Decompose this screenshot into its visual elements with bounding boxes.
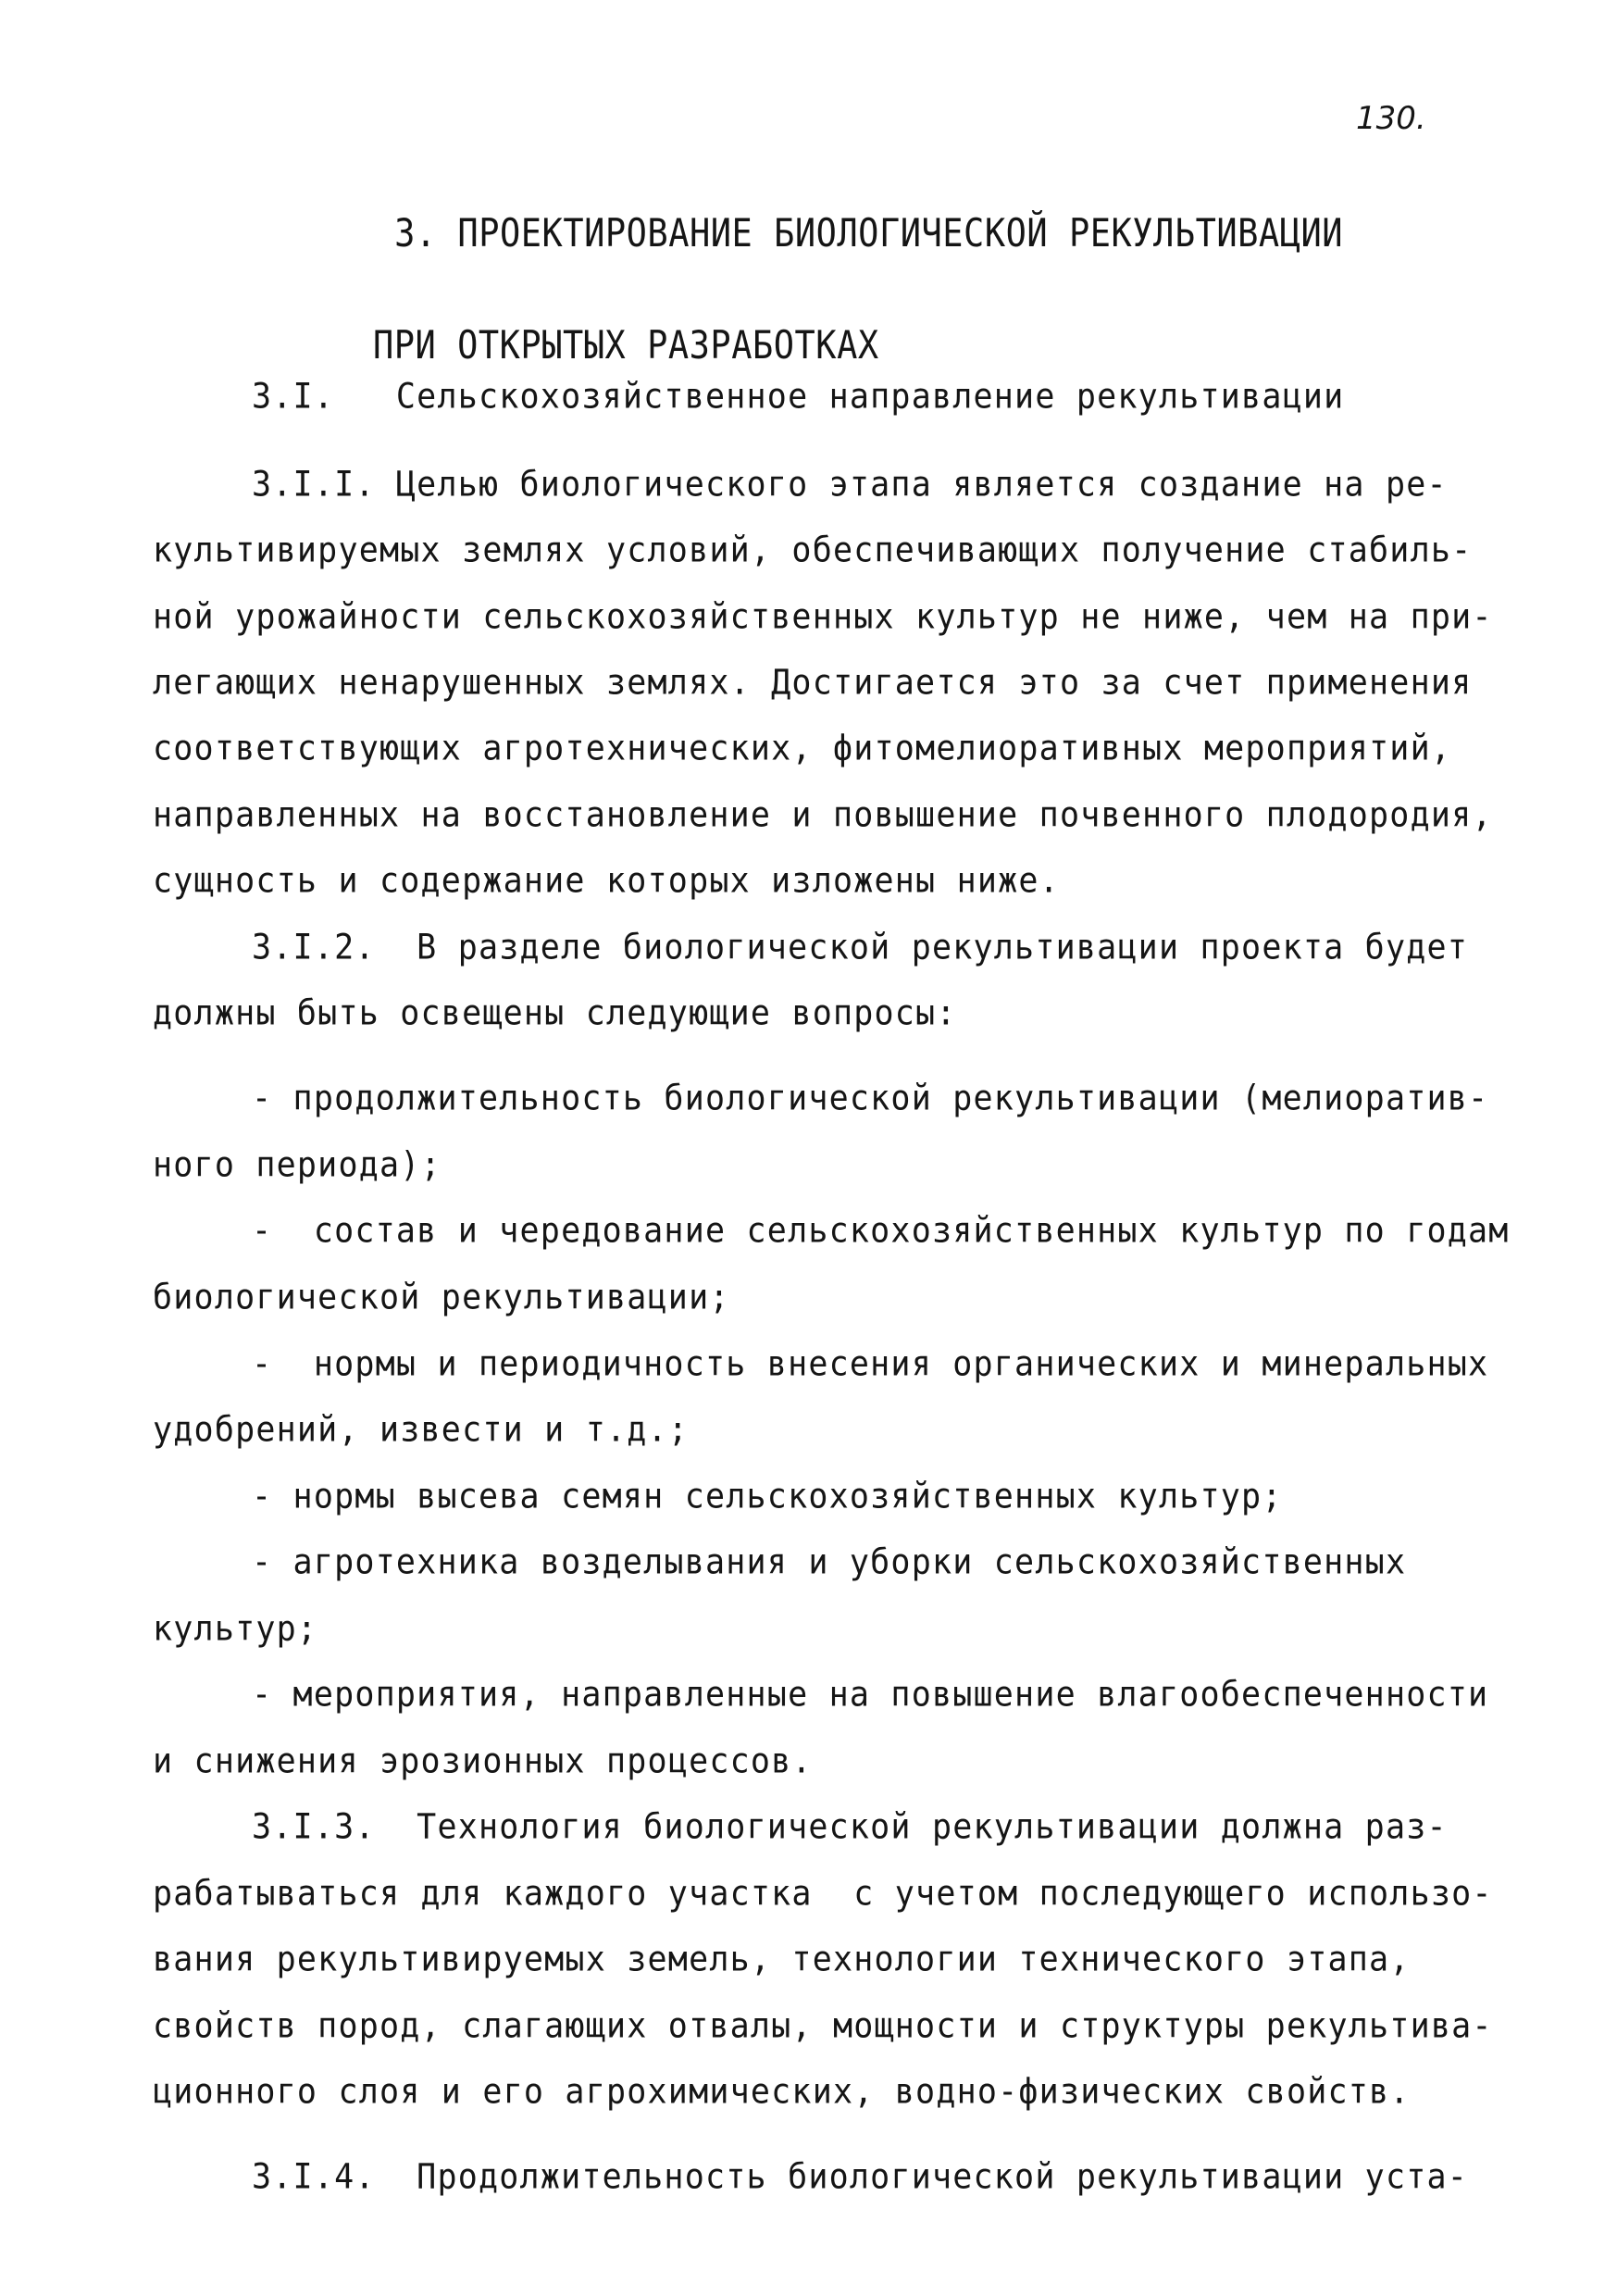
body-line: вания рекультивируемых земель, технологии технического этапа, xyxy=(153,1940,1411,1980)
body-line: свойств пород, слагающих отвалы, мощности и структуры рекультива- xyxy=(153,2006,1493,2047)
body-line: 3.I.3. Технология биологической рекультивации должна раз- xyxy=(252,1807,1448,1848)
body-line: ционного слоя и его агрохимических, водно-физических свойств. xyxy=(153,2072,1411,2113)
body-line: легающих ненарушенных землях. Достигается это за счет применения xyxy=(153,663,1473,704)
body-line: ной урожайности сельскохозяйственных культур не ниже, чем на при- xyxy=(153,597,1493,638)
body-line: соответствующих агротехнических, фитомелиоративных мероприятий, xyxy=(153,729,1452,769)
list-item: - состав и чередование сельскохозяйственных культур по годам xyxy=(252,1211,1510,1252)
list-item-continuation: биологической рекультивации; xyxy=(153,1278,730,1318)
body-line: сущность и содержание которых изложены ниже. xyxy=(153,861,1060,902)
page-number: 130. xyxy=(1356,100,1426,137)
body-line: 3.I.I. Целью биологического этапа является создание на ре- xyxy=(252,465,1448,505)
list-item: - нормы и периодичность внесения органических и минеральных xyxy=(252,1344,1489,1385)
chapter-title-line-2: ПРИ ОТКРЫТЫХ РАЗРАБОТКАХ xyxy=(373,323,879,368)
section-heading: 3.I. Сельскохозяйственное направление рекультивации xyxy=(252,377,1345,418)
body-line: должны быть освещены следующие вопросы: xyxy=(153,993,957,1034)
chapter-title-line-1: 3. ПРОЕКТИРОВАНИЕ БИОЛОГИЧЕСКОЙ РЕКУЛЬТИВАЦИИ xyxy=(394,211,1344,256)
body-line: 3.I.4. Продолжительность биологической рекультивации уста- xyxy=(252,2157,1469,2198)
body-line: культивируемых землях условий, обеспечивающих получение стабиль- xyxy=(153,530,1473,571)
list-item-continuation: и снижения эрозионных процессов. xyxy=(153,1741,813,1782)
list-item-continuation: ного периода); xyxy=(153,1145,442,1186)
body-line: рабатываться для каждого участка с учетом последующего использо- xyxy=(153,1874,1493,1915)
list-item: - продолжительность биологической рекультивации (мелиоратив- xyxy=(252,1079,1489,1119)
list-item: - агротехника возделывания и уборки сельскохозяйственных xyxy=(252,1542,1407,1583)
list-item-continuation: удобрений, извести и т.д.; xyxy=(153,1410,690,1451)
list-item: - мероприятия, направленные на повышение влагообеспеченности xyxy=(252,1675,1489,1716)
body-line: 3.I.2. В разделе биологической рекультивации проекта будет xyxy=(252,928,1469,968)
list-item-continuation: культур; xyxy=(153,1609,318,1650)
body-line: направленных на восстановление и повышение почвенного плодородия, xyxy=(153,795,1493,836)
list-item: - нормы высева семян сельскохозяйственных культур; xyxy=(252,1477,1283,1517)
chapter-title xyxy=(310,150,1343,486)
